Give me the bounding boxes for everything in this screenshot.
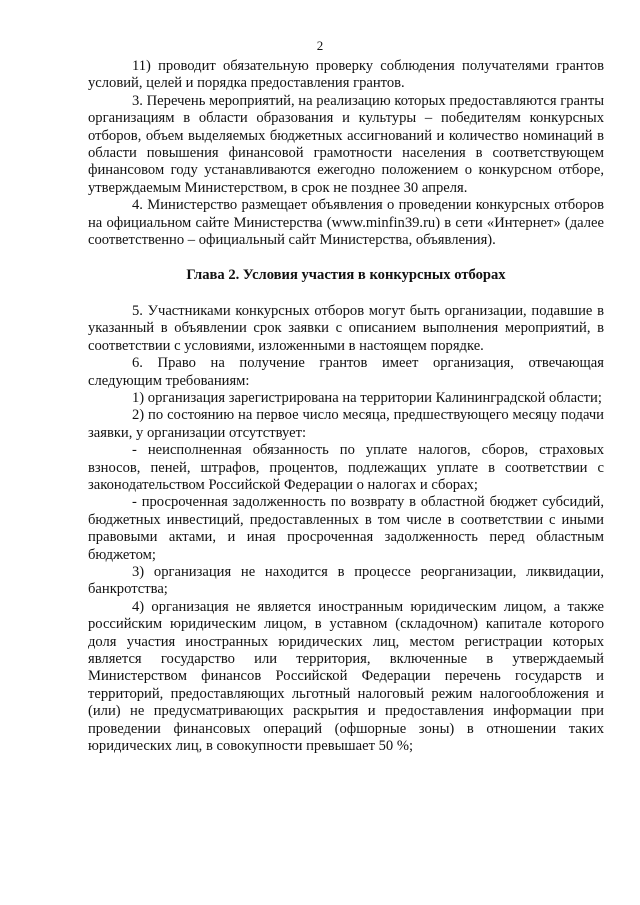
requirement-2-item-debt: - просроченная задолженность по возврату в областной бюджет субсидий, бюджетных инвестиций, предоставленных в том числе в соответствии с иными правовыми актами, и иная просроченная задолженность перед областным бюджетом; bbox=[88, 494, 604, 563]
paragraph-5: 5. Участниками конкурсных отборов могут быть организации, подавшие в указанный в объявлении срок заявки с описанием выполнения мероприятий, в соответствии с условиями, изложенными в настоящем порядке. bbox=[88, 302, 604, 354]
paragraph-6: 6. Право на получение грантов имеет организация, отвечающая следующим требованиям: bbox=[88, 355, 604, 389]
requirement-1: 1) организация зарегистрирована на территории Калининградской области; bbox=[132, 389, 602, 406]
paragraph-3: 3. Перечень мероприятий, на реализацию которых предоставляются гранты организациям в области образования и культуры – победителям конкурсных отборов, объем выделяемых бюджетных ассигнований и количество номинаций в области повышения финансовой грамотности населения в соответствующем финансовом году устанавливаются ежегодно положением о конкурсном отборе, утверждаемым Министерством, в срок не позднее 30 апреля. bbox=[88, 92, 604, 196]
chapter-title: Глава 2. Условия участия в конкурсных отборах bbox=[186, 267, 506, 284]
paragraph-11: 11) проводит обязательную проверку соблюдения получателями грантов условий, целей и порядка предоставления грантов. bbox=[88, 58, 604, 92]
requirement-4: 4) организация не является иностранным юридическим лицом, а также российским юридическим лицом, в уставном (складочном) капитале которого доля участия иностранных юридических лиц, местом регистрации которых является государство или территория, включенные в утверждаемый Министерством финансов Российской Федерации перечень государств и территорий, предоставляющих льготный налоговый режим налогообложения и (или) не предусматривающих раскрытия и предоставления информации при проведении финансовых операций (офшорные зоны) в отношении таких юридических лиц, в совокупности превышает 50 %; bbox=[88, 598, 604, 755]
requirement-2: 2) по состоянию на первое число месяца, предшествующего месяцу подачи заявки, у организации отсутствует: bbox=[88, 407, 604, 441]
requirement-3: 3) организация не находится в процессе реорганизации, ликвидации, банкротства; bbox=[88, 563, 604, 598]
requirement-2-item-taxes: - неисполненная обязанность по уплате налогов, сборов, страховых взносов, пеней, штрафов, процентов, подлежащих уплате в соответствии с законодательством Российской Федерации о налогах и сборах; bbox=[88, 442, 604, 493]
page-number: 2 bbox=[316, 38, 324, 53]
document-body bbox=[88, 58, 604, 755]
paragraph-4: 4. Министерство размещает объявления о проведении конкурсных отборов на официальном сайте Министерства (www.minfin39.ru) в сети «Интернет» (далее соответственно – официальный сайт Министерства, объявления). bbox=[88, 197, 604, 249]
